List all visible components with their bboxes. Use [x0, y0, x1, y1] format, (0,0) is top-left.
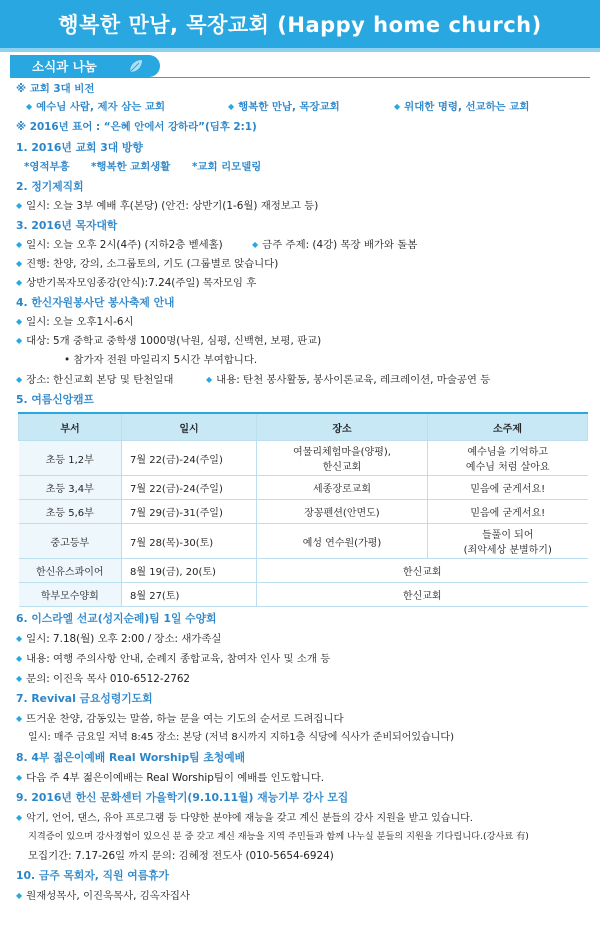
list-item: ◆ 일시: 오늘 3부 예배 후(본당) (안건: 상반기(1-6월) 재정보고 등): [16, 200, 319, 212]
list-item: ◆ 진행: 찬양, 강의, 소그룹토의, 기도 (그룹별로 앉습니다): [16, 258, 279, 270]
list-item: ◆ 내용: 탄천 봉사활동, 봉사이론교육, 레크레이션, 마술공연 등: [206, 374, 491, 386]
motto: ※ 2016년 표어 : “은혜 안에서 강하라”(딤후 2:1): [16, 121, 257, 133]
list-subitem: 지격증이 있으며 강사경험이 있으신 분 중 갖고 계신 재능을 지역 주민들과 함께 나누실 분들의 지원을 기다립니다.(강사료 有): [28, 831, 529, 842]
section-tab-label: 소식과 나눔: [32, 59, 97, 74]
list-item: ◆ 일시: 오늘 오후 2시(4주) (지하2층 벧세홀): [16, 239, 223, 251]
list-subitem: 일시: 매주 금요일 저녁 8:45 장소: 본당 (저녁 8시까지 지하1층 식당에 식사가 준비되어있습니다): [28, 732, 454, 743]
diamond-icon: ◆: [16, 714, 23, 723]
diamond-icon: ◆: [16, 634, 23, 643]
table-row: 초등 5,6부 7월 29(금)-31(주일) 장꽁펜션(안면도) 믿음에 굳게서요!: [19, 500, 588, 524]
diamond-icon: ◆: [16, 773, 23, 782]
table-header: 소주제: [428, 413, 588, 441]
list-subitem: 모집기간: 7.17-26일 까지 문의: 김혜정 전도사 (010-5654-6924): [28, 850, 334, 862]
section-3-title: 3. 2016년 목자대학: [16, 219, 118, 232]
list-item: ◆ 다음 주 4부 젊은이예배는 Real Worship팀이 예배를 인도합니다.: [16, 772, 325, 784]
list-item: ◆ 대상: 5개 중학교 중학생 1000명(낙원, 심평, 신백현, 보평, 판교): [16, 335, 322, 347]
section-8-title: 8. 4부 젊은이예배 Real Worship팀 초청예배: [16, 751, 246, 764]
direction-item: *행복한 교회생활: [91, 161, 171, 173]
table-header: 일시: [122, 413, 257, 441]
diamond-icon: ◆: [16, 813, 23, 822]
list-item: ◆ 악기, 언어, 댄스, 유아 프로그램 등 다양한 분야에 재능을 갖고 계신 분들의 강사 지원을 받고 있습니다.: [16, 813, 473, 824]
vision-item: ◆ 위대한 명령, 선교하는 교회: [394, 101, 530, 113]
section-4-title: 4. 한신자원봉사단 봉사축제 안내: [16, 296, 175, 309]
diamond-icon: ◆: [16, 891, 23, 900]
section-7-title: 7. Revival 금요성령기도회: [16, 692, 153, 705]
diamond-icon: ◆: [206, 375, 213, 384]
table-row: 한신유스콰이어 8월 19(금), 20(토) 한신교회: [19, 559, 588, 583]
list-item: ◆ 문의: 이진욱 목사 010-6512-2762: [16, 673, 191, 685]
table-header: 장소: [257, 413, 428, 441]
list-item: ◆ 원재성목사, 이진욱목사, 김옥자집사: [16, 890, 190, 902]
table-row: 초등 3,4부 7월 22(금)-24(주일) 세종장로교회 믿음에 굳게서요!: [19, 476, 588, 500]
leaf-icon: [128, 58, 144, 74]
table-row: 초등 1,2부 7월 22(금)-24(주일) 여물리체험마을(양평), 한신교회 예수님을 기억하고 예수님 처럼 살아요: [19, 441, 588, 476]
list-item: ◆ 금주 주제: (4강) 목장 배가와 돌봄: [252, 239, 418, 251]
section-6-title: 6. 이스라엘 선교(성지순례)팀 1일 수양회: [16, 612, 217, 625]
vision-item: ◆ 행복한 만남, 목장교회: [228, 101, 340, 113]
diamond-icon: ◆: [16, 654, 23, 663]
diamond-icon: ◆: [228, 102, 235, 111]
list-item: ◆ 장소: 한신교회 본당 및 탄천일대: [16, 374, 174, 386]
banner-title: 행복한 만남, 목장교회 (Happy home church): [58, 13, 542, 37]
diamond-icon: ◆: [16, 336, 23, 345]
diamond-icon: ◆: [16, 278, 23, 287]
diamond-icon: ◆: [16, 375, 23, 384]
section-9-title: 9. 2016년 한신 문화센터 가을학기(9.10.11월) 재능기부 강사 모집: [16, 791, 349, 804]
list-subitem: • 참가자 전원 마일리지 5시간 부여합니다.: [64, 354, 258, 366]
diamond-icon: ◆: [16, 674, 23, 683]
table-row: 학부모수양회 8월 27(토) 한신교회: [19, 583, 588, 607]
diamond-icon: ◆: [16, 201, 23, 210]
list-item: ◆ 상반기목자모임종강(안식):7.24(주일) 목자모임 후: [16, 277, 257, 289]
direction-item: *영적부흥: [24, 161, 70, 173]
diamond-icon: ◆: [16, 259, 23, 268]
table-header: 부서: [19, 413, 122, 441]
vision-title: ※ 교회 3대 비전: [16, 83, 95, 95]
list-item: ◆ 일시: 7.18(월) 오후 2:00 / 장소: 새가족실: [16, 633, 222, 645]
camp-table: [18, 412, 588, 607]
list-item: ◆ 일시: 오늘 오후1시-6시: [16, 316, 134, 328]
section-2-title: 2. 정기제직회: [16, 180, 84, 193]
table-row: 중고등부 7월 28(목)-30(토) 예성 연수원(가평) 들풀이 되어 (죄악세상 분별하기): [19, 524, 588, 559]
section-5-title: 5. 여름신앙캠프: [16, 393, 94, 406]
header-banner: [0, 0, 600, 48]
diamond-icon: ◆: [394, 102, 401, 111]
section-1-title: 1. 2016년 교회 3대 방향: [16, 141, 143, 154]
vision-item: ◆ 예수님 사람, 제자 삼는 교회: [26, 101, 165, 113]
diamond-icon: ◆: [16, 317, 23, 326]
diamond-icon: ◆: [252, 240, 259, 249]
diamond-icon: ◆: [26, 102, 33, 111]
diamond-icon: ◆: [16, 240, 23, 249]
section-10-title: 10. 금주 목회자, 직원 여름휴가: [16, 869, 169, 882]
list-item: ◆ 뜨거운 찬양, 감동있는 말씀, 하늘 문을 여는 기도의 순서로 드려집니다: [16, 713, 344, 725]
section-divider: [10, 77, 590, 78]
list-item: ◆ 내용: 여행 주의사항 안내, 순례지 종합교육, 참여자 인사 및 소개 등: [16, 653, 331, 665]
section-tab: [10, 55, 160, 77]
direction-item: *교회 리모델링: [192, 161, 262, 173]
banner-strip: [0, 48, 600, 52]
